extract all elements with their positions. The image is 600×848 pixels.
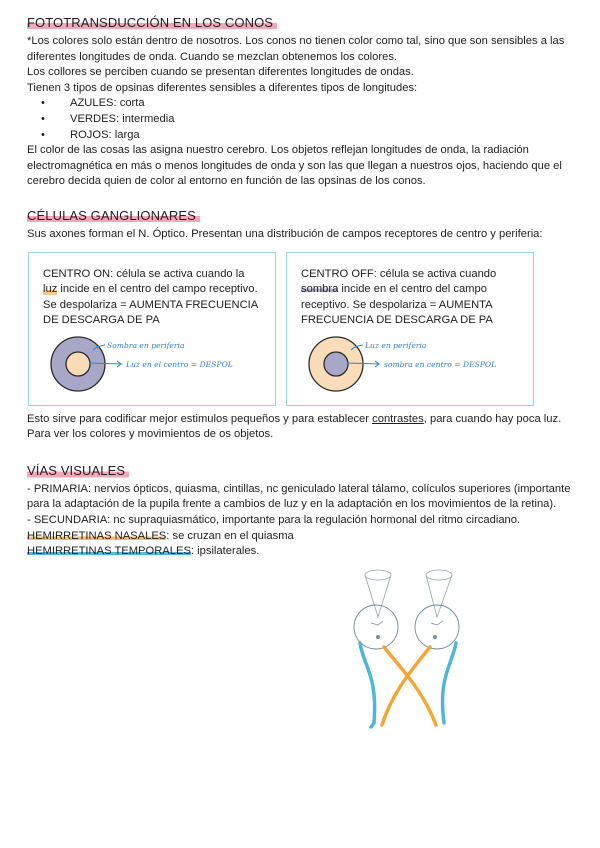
highlight-sombra: sombra <box>301 283 339 296</box>
highlight-luz: luz <box>43 283 58 296</box>
paragraph: *Los colores solo están dentro de nosotros. Los conos no tienen color como tal, sino que son sensibles a las diferentes longitudes de onda. Cuando se mezclan obtenemos los colores. <box>27 35 565 63</box>
annotation-sombra-periferia: Sombra en periferia <box>107 340 185 350</box>
centro-off-text: CENTRO OFF: célula se activa cuando sombra incide en el centro del campo receptivo. Se despolariza = AUMENTA FRECUENCIA DE DESCARGA DE PA <box>301 267 497 327</box>
paragraph: Los collores se perciben cuando se presentan diferentes longitudes de ondas. <box>27 66 414 79</box>
document-page <box>27 14 577 560</box>
paragraph: Tienen 3 tipos de opsinas diferentes sensibles a diferentes tipos de longitudes: <box>27 81 418 94</box>
centro-on-text: CENTRO ON: célula se activa cuando la luz incide en el centro del campo receptivo. Se despolariza = AUMENTA FRECUENCIA DE DESCARGA DE PA <box>43 267 258 327</box>
annotation-sombra-centro: sombra en centro = DESPOL <box>384 359 497 369</box>
opsin-list <box>27 96 577 143</box>
centro-off-diagram <box>295 333 525 397</box>
section-title-celulas-ganglionares: CÉLULAS GANGLIONARES <box>27 208 200 223</box>
centro-on-diagram <box>37 333 267 397</box>
highlight-nasales: HEMIRRETINAS NASALES <box>27 529 167 542</box>
section-title-vias-visuales: VÍAS VISUALES <box>27 463 129 478</box>
center-disk <box>66 352 90 376</box>
paragraph: HEMIRRETINAS TEMPORALES: ipsilaterales. <box>27 545 260 558</box>
centro-off-box <box>286 252 534 406</box>
paragraph: El color de las cosas las asigna nuestro cerebro. Los objetos reflejan longitudes de onda, la radiación electromagnética en más o menos longitudes de onda y son las que llegan a nuestros ojos, haciendo que el cerebro decida quien de color al entorno en función de las opsinas de los conos. <box>27 144 562 188</box>
list-item: • VERDES: intermedia <box>27 112 577 128</box>
receptive-field-boxes <box>28 252 577 406</box>
optic-chiasm-sketch <box>338 565 488 735</box>
paragraph: Esto sirve para codificar mejor estimulos pequeños y para establecer contrastes, para cuando hay poca luz. Para ver los colores y movimientos de os objetos. <box>27 412 562 441</box>
annotation-luz-centro: Luz en el centro = DESPOL <box>126 359 233 369</box>
paragraph: - PRIMARIA: nervios ópticos, quiasma, cintillas, nc geniculado lateral tálamo, colículos superiores (importante para la adaptación de la pupila frente a cambios de luz y en la adaptación en los movimientos de la retina). <box>27 482 571 511</box>
section-title-fototransduccion: FOTOTRANSDUCCIÓN EN LOS CONOS <box>27 15 277 30</box>
paragraph: HEMIRRETINAS NASALES: se cruzan en el quiasma <box>27 529 294 542</box>
paragraph: - SECUNDARIA: nc supraquiasmático, importante para la regulación hormonal del ritmo circadiano. <box>27 513 521 526</box>
highlight-temporales: HEMIRRETINAS TEMPORALES <box>27 545 191 558</box>
annotation-luz-periferia: Luz en periferia <box>365 340 427 350</box>
center-disk <box>324 352 348 376</box>
underlined-contrastes: contrastes <box>372 412 424 425</box>
paragraph: Sus axones forman el N. Óptico. Presentan una distribución de campos receptores de centro y periferia: <box>27 227 543 240</box>
list-item: • ROJOS: larga <box>27 128 577 144</box>
centro-on-box <box>28 252 276 406</box>
list-item: • AZULES: corta <box>27 96 577 112</box>
